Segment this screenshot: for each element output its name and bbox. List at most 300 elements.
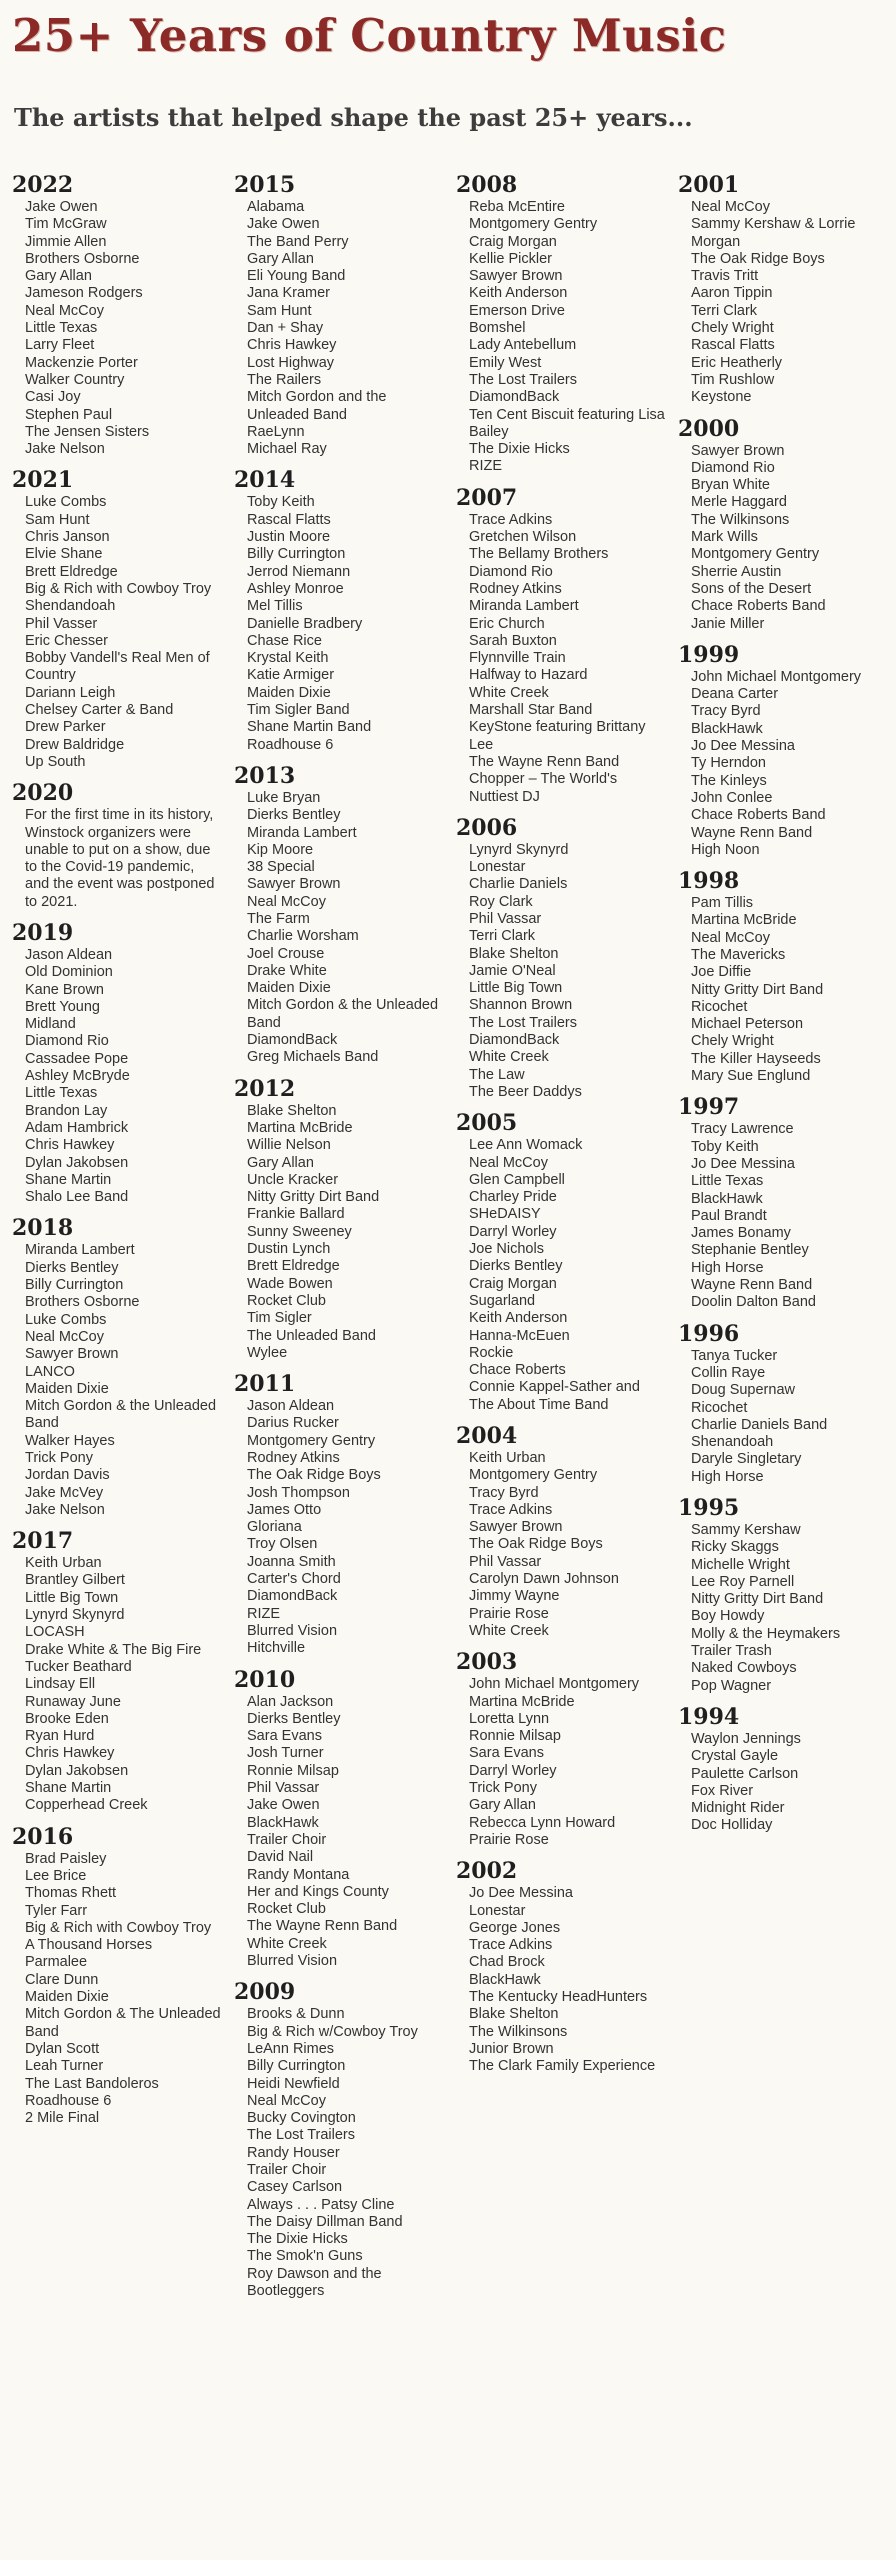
artist-item: David Nail <box>247 1849 314 1866</box>
column-4 <box>678 172 888 1844</box>
artist-item: Copperhead Creek <box>25 1797 148 1814</box>
artist-item: Dylan Jakobsen <box>25 1762 129 1779</box>
artist-item: Trace Adkins <box>469 511 553 528</box>
artist-item: Walker Country <box>25 371 125 388</box>
artist-item: DiamondBack <box>247 1588 338 1605</box>
artist-item: The Daisy Dillman Band <box>247 2213 403 2230</box>
artist-item: Gary Allan <box>469 1797 536 1814</box>
artist-item: Jo Dee Messina <box>691 1155 795 1172</box>
artist-item: The Jensen Sisters <box>25 423 150 440</box>
artist-item: Little Texas <box>25 320 98 337</box>
artist-item: Sunny Sweeney <box>247 1223 352 1240</box>
artist-item: Sammy Kershaw & Lorrie Morgan <box>691 216 856 250</box>
year-section-2018 <box>12 1215 222 1519</box>
artist-item: Luke Bryan <box>247 789 321 806</box>
year-heading: 1996 <box>678 1320 740 1347</box>
artist-list <box>456 1137 666 1414</box>
artist-item: Mitch Gordon & the Unleaded Band <box>25 1398 217 1432</box>
year-section-2006 <box>456 815 666 1101</box>
artist-list <box>12 1242 222 1519</box>
artist-item: Bobby Vandell's Real Men of Country <box>25 650 210 684</box>
artist-item: The Bellamy Brothers <box>469 546 609 563</box>
artist-item: Phil Vassar <box>469 910 542 927</box>
artist-item: Waylon Jennings <box>691 1730 801 1747</box>
artist-item: Wayne Renn Band <box>691 1277 813 1294</box>
artist-item: Lost Highway <box>247 354 335 371</box>
artist-item: Ricochet <box>691 998 748 1015</box>
year-heading: 2003 <box>456 1649 518 1676</box>
artist-item: Big & Rich with Cowboy Troy <box>25 580 212 597</box>
year-heading: 2021 <box>12 467 74 494</box>
artist-item: Jo Dee Messina <box>469 1885 573 1902</box>
artist-item: Chase Rice <box>247 632 322 649</box>
artist-item: Phil Vassar <box>469 1553 542 1570</box>
artist-item: Jake Owen <box>247 1797 320 1814</box>
artist-item: John Conlee <box>691 789 773 806</box>
artist-item: Pop Wagner <box>691 1677 772 1694</box>
artist-item: Cassadee Pope <box>25 1050 129 1067</box>
artist-item: Montgomery Gentry <box>691 546 820 563</box>
artist-item: Ty Herndon <box>691 755 766 772</box>
artist-item: The Dixie Hicks <box>469 441 570 458</box>
artist-item: Hitchville <box>247 1640 306 1657</box>
artist-item: Rascal Flatts <box>691 337 775 354</box>
artist-item: The Killer Hayseeds <box>691 1050 821 1067</box>
artist-item: The About Time Band <box>469 1396 609 1413</box>
artist-item: Mitch Gordon & The Unleaded Band <box>25 2006 221 2040</box>
artist-item: Neal McCoy <box>25 302 104 319</box>
artist-item: Eli Young Band <box>247 268 346 285</box>
artist-item: Brooks & Dunn <box>247 2006 345 2023</box>
artist-item: Willie Nelson <box>247 1137 331 1154</box>
artist-item: Krystal Keith <box>247 650 329 667</box>
artist-item: Midnight Rider <box>691 1800 785 1817</box>
artist-item: Chace Roberts <box>469 1362 566 1379</box>
artist-item: James Bonamy <box>691 1225 791 1242</box>
artist-item: Mary Sue Englund <box>691 1068 811 1085</box>
artist-item: Wylee <box>247 1344 288 1361</box>
artist-item: Billy Currington <box>247 546 346 563</box>
artist-item: Neal McCoy <box>247 2092 326 2109</box>
artist-item: Jake Owen <box>25 199 98 215</box>
artist-item: The Oak Ridge Boys <box>469 1536 603 1553</box>
artist-item: Rodney Atkins <box>247 1450 340 1466</box>
artist-item: White Creek <box>247 1935 327 1952</box>
year-section-2017 <box>12 1528 222 1814</box>
artist-item: Terri Clark <box>469 928 536 945</box>
artist-item: Dylan Jakobsen <box>25 1154 129 1171</box>
artist-list <box>234 199 444 458</box>
artist-item: RaeLynn <box>247 423 305 440</box>
artist-item: Toby Keith <box>691 1138 759 1155</box>
artist-item: Brantley Gilbert <box>25 1572 125 1589</box>
artist-item: Rebecca Lynn Howard <box>469 1814 616 1831</box>
artist-item: Her and Kings County <box>247 1883 389 1900</box>
artist-item: The Wilkinsons <box>691 511 790 528</box>
artist-item: Charley Pride <box>469 1189 557 1206</box>
artist-item: Junior Brown <box>469 2040 554 2057</box>
artist-item: White Creek <box>469 1622 549 1639</box>
artist-item: Aaron Tippin <box>691 285 773 302</box>
artist-item: Kellie Pickler <box>469 250 552 267</box>
artist-item: Keystone <box>691 389 752 406</box>
artist-item: Lynyrd Skynyrd <box>469 841 569 858</box>
artist-item: The Lost Trailers <box>469 371 577 388</box>
artist-item: Trace Adkins <box>469 1501 553 1518</box>
artist-item: Walker Hayes <box>25 1432 115 1449</box>
year-section-2002 <box>456 1858 666 2075</box>
artist-item: Runaway June <box>25 1693 121 1710</box>
artist-item: Alabama <box>247 199 305 215</box>
artist-item: Terri Clark <box>691 302 758 319</box>
artist-item: Danielle Bradbery <box>247 615 363 632</box>
artist-item: Shenandoah <box>691 1434 774 1451</box>
artist-item: Dariann Leigh <box>25 684 116 701</box>
artist-item: Dierks Bentley <box>469 1258 563 1275</box>
artist-item: Chelsey Carter & Band <box>25 702 174 719</box>
artist-item: Ryan Hurd <box>25 1728 95 1745</box>
artist-item: Mark Wills <box>691 529 758 546</box>
artist-item: Shane Martin <box>25 1780 112 1797</box>
artist-item: Stephen Paul <box>25 406 113 423</box>
artist-item: Big & Rich w/Cowboy Troy <box>247 2023 418 2040</box>
year-section-2009 <box>234 1979 444 2300</box>
artist-item: Thomas Rhett <box>25 1885 117 1902</box>
artist-item: Michael Ray <box>247 441 327 458</box>
artist-item: Martina McBride <box>691 912 797 929</box>
artist-item: Casey Carlson <box>247 2179 343 2196</box>
artist-item: High Horse <box>691 1468 764 1485</box>
artist-item: Prairie Rose <box>469 1831 549 1848</box>
artist-item: Molly & the Heymakers <box>691 1625 841 1642</box>
artist-item: Randy Montana <box>247 1866 350 1883</box>
artist-item: Little Texas <box>25 1085 98 1102</box>
year-heading: 2015 <box>234 172 296 198</box>
artist-item: Brothers Osborne <box>25 1294 140 1311</box>
artist-item: Josh Turner <box>247 1745 324 1762</box>
artist-item: Doug Supernaw <box>691 1382 795 1399</box>
artist-item: Neal McCoy <box>25 1328 104 1345</box>
artist-item: The Oak Ridge Boys <box>247 1467 381 1484</box>
artist-item: BlackHawk <box>691 720 763 737</box>
artist-item: BlackHawk <box>469 1971 541 1988</box>
artist-item: Doolin Dalton Band <box>691 1294 816 1311</box>
artist-item: Deana Carter <box>691 686 779 703</box>
artist-item: Jimmy Wayne <box>469 1588 560 1605</box>
artist-item: Shane Martin Band <box>247 719 372 736</box>
year-section-2007 <box>456 485 666 806</box>
artist-item: Sherrie Austin <box>691 563 782 580</box>
artist-item: Rockie <box>469 1344 514 1361</box>
year-section-2012 <box>234 1076 444 1362</box>
artist-item: Neal McCoy <box>691 199 770 215</box>
artist-item: Trailer Choir <box>247 2161 327 2178</box>
artist-item: Nitty Gritty Dirt Band <box>691 1591 824 1608</box>
column-2 <box>234 172 444 2309</box>
year-section-2001 <box>678 172 888 407</box>
artist-item: Sarah Buxton <box>469 632 557 649</box>
artist-list <box>12 199 222 458</box>
artist-item: Nitty Gritty Dirt Band <box>691 981 824 998</box>
year-heading: 2002 <box>456 1858 518 1885</box>
artist-item: BlackHawk <box>247 1814 319 1831</box>
artist-item: Ashley McBryde <box>25 1068 130 1085</box>
artist-item: Keith Anderson <box>469 1310 568 1327</box>
page-subtitle: The artists that helped shape the past 25+ years... <box>14 103 693 132</box>
year-note: For the first time in its history, Winstock organizers were unable to put on a show, due to the Covid-19 pandemic, and the event was postponed to 2021. <box>25 807 215 910</box>
artist-list <box>234 1694 444 1971</box>
artist-item: Jake Owen <box>247 216 320 233</box>
artist-item: Flynnville Train <box>469 650 566 667</box>
artist-item: Troy Olsen <box>247 1536 318 1553</box>
artist-item: Jameson Rodgers <box>25 285 143 302</box>
artist-item: Miranda Lambert <box>469 598 579 615</box>
artist-item: Diamond Rio <box>469 563 553 580</box>
year-heading: 2005 <box>456 1110 518 1137</box>
artist-item: Ronnie Milsap <box>469 1728 561 1745</box>
artist-item: Tracy Byrd <box>469 1484 539 1501</box>
artist-item: Gretchen Wilson <box>469 529 577 546</box>
artist-item: Lonestar <box>469 859 526 876</box>
artist-item: Tracy Byrd <box>691 703 761 720</box>
artist-list <box>678 443 888 633</box>
artist-item: Heidi Newfield <box>247 2075 340 2092</box>
column-1 <box>12 172 222 2136</box>
artist-item: Sam Hunt <box>25 511 90 528</box>
year-section-2015 <box>234 172 444 458</box>
artist-item: Leah Turner <box>25 2058 104 2075</box>
year-section-1994 <box>678 1704 888 1835</box>
artist-item: DiamondBack <box>247 1032 338 1049</box>
artist-list <box>234 1398 444 1657</box>
artist-item: Midland <box>25 1016 76 1033</box>
artist-item: The Band Perry <box>247 233 349 250</box>
year-section-1997 <box>678 1094 888 1311</box>
artist-item: Dierks Bentley <box>25 1259 119 1276</box>
artist-item: 38 Special <box>247 859 315 876</box>
artist-item: Charlie Daniels <box>469 876 568 893</box>
artist-item: Montgomery Gentry <box>247 1432 376 1449</box>
artist-item: Roy Clark <box>469 893 533 910</box>
artist-item: Maiden Dixie <box>247 684 331 701</box>
artist-item: The Railers <box>247 371 322 388</box>
artist-item: Chace Roberts Band <box>691 807 826 824</box>
artist-item: Ten Cent Biscuit featuring Lisa Bailey <box>469 406 665 440</box>
artist-item: Miranda Lambert <box>247 824 357 841</box>
artist-item: John Michael Montgomery <box>469 1676 640 1693</box>
artist-item: LeAnn Rimes <box>247 2040 335 2057</box>
artist-item: Paul Brandt <box>691 1207 767 1224</box>
artist-item: Drew Parker <box>25 719 106 736</box>
artist-item: SHeDAISY <box>469 1206 541 1223</box>
artist-item: Mitch Gordon & the Unleaded Band <box>247 997 439 1031</box>
artist-list <box>678 1731 888 1835</box>
year-heading: 2018 <box>12 1215 74 1242</box>
artist-item: Parmalee <box>25 1954 88 1971</box>
year-heading: 2001 <box>678 172 740 198</box>
artist-item: DiamondBack <box>469 389 560 406</box>
artist-item: Jordan Davis <box>25 1467 110 1484</box>
artist-item: Clare Dunn <box>25 1971 99 1988</box>
artist-item: Sara Evans <box>247 1728 322 1745</box>
year-section-2011 <box>234 1371 444 1657</box>
artist-list <box>234 2006 444 2300</box>
artist-item: Sugarland <box>469 1292 536 1309</box>
artist-item: Trailer Trash <box>691 1643 772 1660</box>
artist-item: Bomshel <box>469 320 526 337</box>
year-section-2005 <box>456 1110 666 1414</box>
artist-item: Wayne Renn Band <box>691 824 813 841</box>
artist-item: Up South <box>25 753 86 770</box>
artist-item: Drake White <box>247 962 327 979</box>
artist-item: Sawyer Brown <box>691 442 785 459</box>
artist-item: Roadhouse 6 <box>25 2092 112 2109</box>
artist-list <box>12 1555 222 1814</box>
artist-item: Billy Currington <box>247 2058 346 2075</box>
artist-item: The Oak Ridge Boys <box>691 250 825 267</box>
artist-item: Casi Joy <box>25 389 81 406</box>
artist-item: Kane Brown <box>25 981 104 998</box>
year-section-2020 <box>12 780 222 911</box>
year-heading: 2006 <box>456 814 518 841</box>
artist-item: Travis Tritt <box>691 268 759 285</box>
artist-item: Roy Dawson and the Bootleggers <box>247 2265 382 2300</box>
year-section-1998 <box>678 868 888 1085</box>
artist-item: Brett Eldredge <box>25 563 118 580</box>
artist-list <box>456 1450 666 1640</box>
artist-item: Lonestar <box>469 1902 526 1919</box>
artist-item: Dierks Bentley <box>247 1710 341 1727</box>
artist-item: Old Dominion <box>25 964 113 981</box>
artist-item: Diamond Rio <box>691 459 775 476</box>
artist-item: Always . . . Patsy Cline <box>247 2196 395 2213</box>
artist-item: Montgomery Gentry <box>469 1467 598 1484</box>
artist-item: Collin Raye <box>691 1364 766 1381</box>
artist-item: White Creek <box>469 684 549 701</box>
artist-item: The Farm <box>247 910 310 927</box>
year-heading: 2022 <box>12 172 74 198</box>
artist-item: Luke Combs <box>25 1311 107 1328</box>
artist-item: The Last Bandoleros <box>25 2075 159 2092</box>
year-heading: 2000 <box>678 415 740 442</box>
year-section-2016 <box>12 1824 222 2128</box>
artist-item: Katie Armiger <box>247 667 335 684</box>
year-section-2013 <box>234 763 444 1067</box>
artist-item: Daryle Singletary <box>691 1451 802 1468</box>
year-heading: 2004 <box>456 1423 518 1449</box>
artist-item: RIZE <box>247 1605 281 1622</box>
artist-item: Adam Hambrick <box>25 1119 129 1136</box>
year-section-1996 <box>678 1321 888 1486</box>
artist-item: Gary Allan <box>247 1154 314 1171</box>
artist-list <box>12 947 222 1206</box>
artist-item: Lee Roy Parnell <box>691 1573 795 1590</box>
artist-item: Ronnie Milsap <box>247 1762 339 1779</box>
artist-item: Larry Fleet <box>25 337 95 354</box>
artist-item: Carter's Chord <box>247 1571 341 1588</box>
artist-item: Montgomery Gentry <box>469 216 598 233</box>
artist-item: Joe Nichols <box>469 1241 544 1258</box>
artist-item: Randy Houser <box>247 2144 340 2161</box>
artist-list <box>678 669 888 859</box>
year-heading: 2013 <box>234 762 296 789</box>
page-title: 25+ Years of Country Music <box>12 9 727 62</box>
artist-item: Gary Allan <box>247 250 314 267</box>
artist-item: High Noon <box>691 841 760 858</box>
artist-list <box>456 512 666 806</box>
artist-item: James Otto <box>247 1501 322 1518</box>
artist-item: Blurred Vision <box>247 1622 338 1639</box>
artist-item: Maiden Dixie <box>25 1989 109 2006</box>
artist-item: Frankie Ballard <box>247 1206 345 1223</box>
artist-item: Sawyer Brown <box>469 268 563 285</box>
artist-item: Wade Bowen <box>247 1275 333 1292</box>
artist-item: Janie Miller <box>691 615 765 632</box>
artist-item: Blake Shelton <box>469 2006 559 2023</box>
artist-item: Chris Hawkey <box>25 1745 115 1762</box>
artist-list <box>234 494 444 753</box>
artist-item: George Jones <box>469 1919 561 1936</box>
artist-item: The Unleaded Band <box>247 1327 376 1344</box>
artist-item: Tanya Tucker <box>691 1347 778 1364</box>
year-heading: 1995 <box>678 1495 740 1521</box>
year-section-2010 <box>234 1667 444 1971</box>
artist-item: Shannon Brown <box>469 997 573 1014</box>
artist-item: Justin Moore <box>247 529 331 546</box>
artist-list <box>678 1348 888 1486</box>
artist-item: Jana Kramer <box>247 285 331 302</box>
artist-item: LOCASH <box>25 1624 85 1641</box>
artist-item: Eric Chesser <box>25 632 108 649</box>
artist-item: Jimmie Allen <box>25 233 107 250</box>
artist-item: RIZE <box>469 458 503 475</box>
artist-item: Lindsay Ell <box>25 1676 96 1693</box>
artist-item: Blurred Vision <box>247 1953 338 1970</box>
artist-list <box>456 199 666 476</box>
artist-item: Chely Wright <box>691 320 774 337</box>
artist-item: Chace Roberts Band <box>691 598 826 615</box>
year-section-1995 <box>678 1495 888 1695</box>
artist-item: Brandon Lay <box>25 1102 108 1119</box>
artist-item: Neal McCoy <box>691 929 770 946</box>
artist-item: Brad Paisley <box>25 1850 107 1867</box>
artist-item: Keith Anderson <box>469 285 568 302</box>
artist-item: Sawyer Brown <box>247 876 341 893</box>
artist-item: Neal McCoy <box>469 1154 548 1171</box>
artist-item: Eric Church <box>469 615 545 632</box>
artist-item: Kip Moore <box>247 841 314 858</box>
artist-list <box>678 199 888 407</box>
artist-item: Merle Haggard <box>691 494 787 511</box>
artist-item: Martina McBride <box>247 1119 353 1136</box>
artist-item: Carolyn Dawn Johnson <box>469 1571 619 1588</box>
artist-item: Trailer Choir <box>247 1831 327 1848</box>
year-section-2014 <box>234 467 444 753</box>
artist-item: Neal McCoy <box>247 893 326 910</box>
artist-item: Pam Tillis <box>691 895 754 912</box>
artist-item: Emerson Drive <box>469 302 565 319</box>
artist-item: Paulette Carlson <box>691 1765 799 1782</box>
artist-item: White Creek <box>469 1049 549 1066</box>
year-heading: 2011 <box>234 1371 296 1398</box>
artist-item: Sam Hunt <box>247 302 312 319</box>
artist-item: Fox River <box>691 1782 754 1799</box>
year-section-2000 <box>678 416 888 633</box>
artist-item: Mitch Gordon and the Unleaded Band <box>247 389 387 423</box>
artist-item: Tim McGraw <box>25 216 107 233</box>
artist-item: The Lost Trailers <box>469 1014 577 1031</box>
artist-item: Drake White & The Big Fire <box>25 1641 202 1658</box>
